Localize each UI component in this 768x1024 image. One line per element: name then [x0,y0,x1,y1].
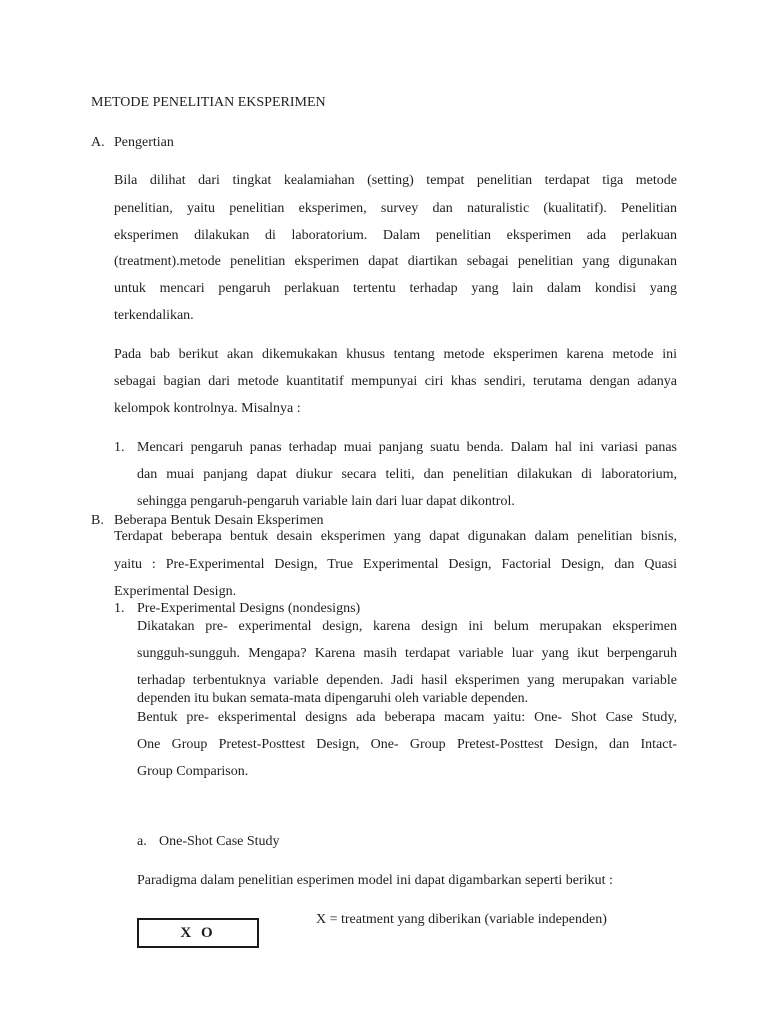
list-item-marker: 1. [114,440,125,455]
paragraph-line: yaitu : Pre-Experimental Design, True Experimental Design, Factorial Design, dan Quasi [114,557,677,572]
paragraph-line: Terdapat beberapa bentuk desain eksperimen yang dapat digunakan dalam penelitian bisnis, [114,529,677,544]
paragraph-line: Pada bab berikut akan dikemukakan khusus tentang metode eksperimen karena metode ini [114,347,677,362]
paragraph-line: eksperimen dilakukan di laboratorium. Dalam penelitian eksperimen ada perlakuan [114,228,677,243]
paragraph-line: sebagai bagian dari metode kuantitatif mempunyai ciri khas sendiri, terutama dengan adanya [114,374,677,389]
list-item-line: Mencari pengaruh panas terhadap muai panjang suatu benda. Dalam hal ini variasi panas [137,440,677,455]
paragraph-line: sungguh-sungguh. Mengapa? Karena masih terdapat variable luar yang ikut berpengaruh [137,646,677,661]
paragraph-line: penelitian, yaitu penelitian eksperimen, survey dan naturalistic (kualitatif). Penelitian [114,201,677,216]
paradigm-text: Paradigma dalam penelitian esperimen model ini dapat digambarkan seperti berikut : [137,873,613,888]
paragraph-line: terkendalikan. [114,308,194,323]
paragraph-line: One Group Pretest-Posttest Design, One- Group Pretest-Posttest Design, dan Intact- [137,737,677,752]
subsection-marker: a. [137,834,147,849]
paragraph-line: Dikatakan pre- experimental design, karena design ini belum merupakan eksperimen [137,619,677,634]
design-box-label: X O [180,924,216,941]
section-a-marker: A. [91,135,105,150]
paragraph-line: kelompok kontrolnya. Misalnya : [114,401,301,416]
paragraph-line: Bila dilihat dari tingkat kealamiahan (setting) tempat penelitian terdapat tiga metode [114,173,677,188]
document-title: METODE PENELITIAN EKSPERIMEN [91,95,326,110]
paragraph-line: terhadap terbentuknya variable dependen. Jadi hasil eksperimen yang merupakan variable [137,673,677,688]
paragraph-line: dependen itu bukan semata-mata dipengaruhi oleh variable dependen. [137,691,529,706]
list-item-line: sehingga pengaruh-pengaruh variable lain dari luar dapat dikontrol. [137,494,515,509]
list-item-marker: 1. [114,601,125,616]
paragraph-line: Experimental Design. [114,584,237,599]
section-b-marker: B. [91,513,104,528]
section-a-heading: Pengertian [114,135,174,150]
paragraph-line: Group Comparison. [137,764,249,779]
section-b-heading: Beberapa Bentuk Desain Eksperimen [114,513,324,528]
paragraph-line: (treatment).metode penelitian eksperimen dapat diartikan sebagai penelitian yang digunakan [114,254,677,269]
paragraph-line: Bentuk pre- eksperimental designs ada beberapa macam yaitu: One- Shot Case Study, [137,710,677,725]
list-item-line: dan muai panjang dapat diukur secara teliti, dan penelitian dilakukan di laboratorium, [137,467,677,482]
paragraph-line: untuk mencari pengaruh perlakuan tertentu terhadap yang lain dalam kondisi yang [114,281,677,296]
design-box [137,918,259,948]
list-item-heading: Pre-Experimental Designs (nondesigns) [137,601,361,616]
subsection-heading: One-Shot Case Study [159,834,280,849]
legend-x: X = treatment yang diberikan (variable independen) [316,912,607,927]
